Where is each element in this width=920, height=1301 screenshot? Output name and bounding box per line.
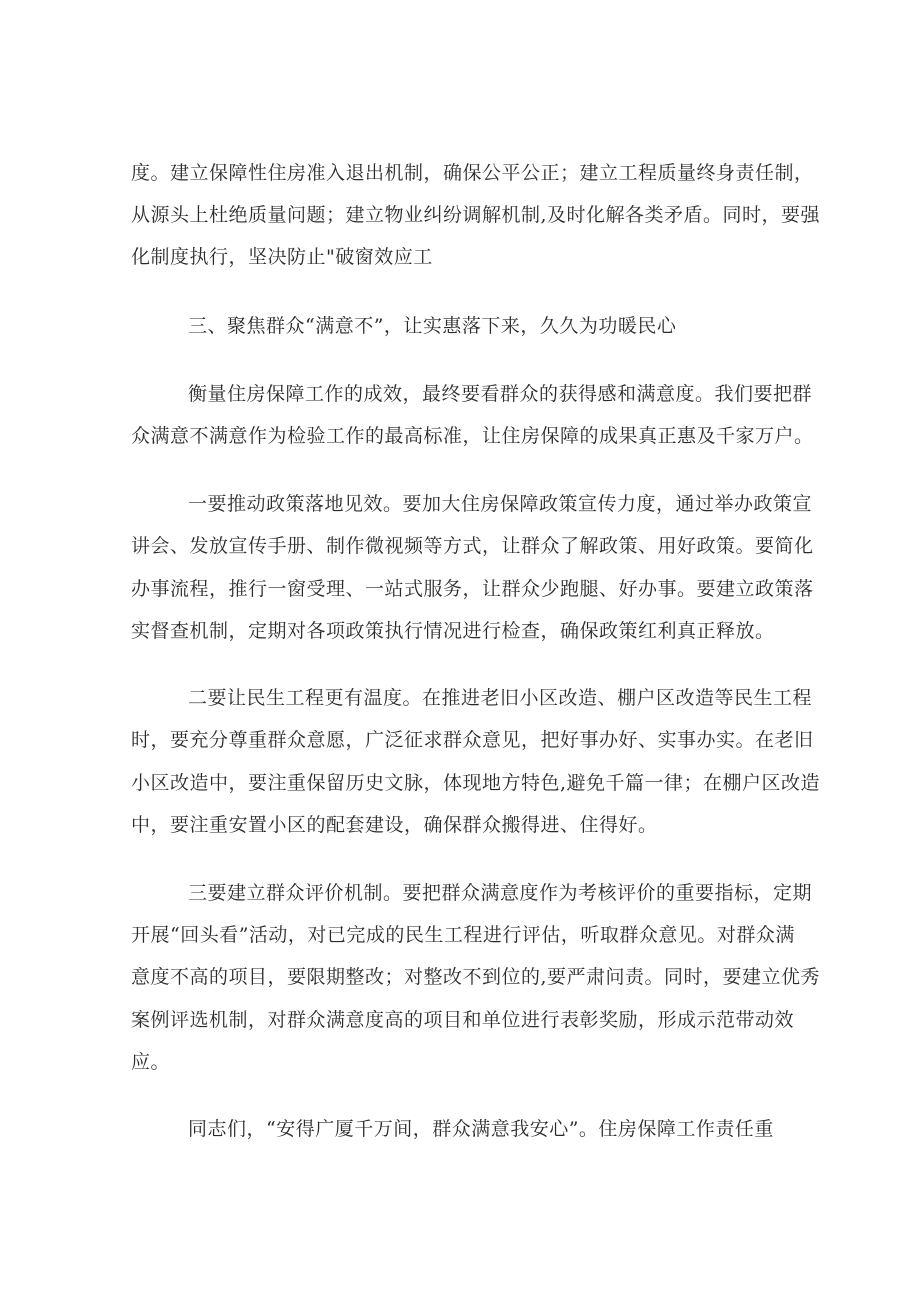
section-heading: 三、聚焦群众“满意不”，让实惠落下来，久久为功暖民心	[188, 315, 677, 337]
text-line: 从源头上杜绝质量问题；建立物业纠纷调解机制,及时化解各类矛盾。同时，要强	[131, 204, 821, 226]
text-line: 讲会、发放宣传手册、制作微视频等方式，让群众了解政策、用好政策。要简化	[131, 535, 814, 557]
text-line: 时，要充分尊重群众意愿，广泛征求群众意见，把好事办好、实事办实。在老旧	[131, 729, 814, 751]
text-line: 办事流程，推行一窗受理、一站式服务，让群众少跑腿、好办事。要建立政策落	[131, 578, 814, 600]
text-line: 衡量住房保障工作的成效，最终要看群众的获得感和满意度。我们要把群	[188, 383, 813, 405]
text-line: 小区改造中，要注重保留历史文脉，体现地方特色,避免千篇一律；在棚户区改造	[131, 772, 821, 794]
text-line: 二要让民生工程更有温度。在推进老旧小区改造、棚户区改造等民生工程	[188, 687, 813, 709]
text-line: 实督查机制，定期对各项政策执行情况进行检查，确保政策红利真正释放。	[131, 620, 775, 642]
text-line: 众满意不满意作为检验工作的最高标准，让住房保障的成果真正惠及千家万户。	[131, 425, 814, 447]
text-line: 一要推动政策落地见效。要加大住房保障政策宣传力度，通过举办政策宣	[188, 493, 813, 515]
text-line: 应。	[131, 1051, 171, 1073]
text-line: 意度不高的项目，要限期整改；对整改不到位的,要严肃问责。同时，要建立优秀	[131, 966, 821, 988]
text-line: 三要建立群众评价机制。要把群众满意度作为考核评价的重要指标，定期	[188, 882, 813, 904]
text-line: 化制度执行，坚决防止"破窗效应工	[131, 246, 433, 268]
text-line: 同志们，“安得广厦千万间，群众满意我安心”。住房保障工作责任重	[188, 1118, 774, 1140]
text-line: 开展“回头看”活动，对已完成的民生工程进行评估，听取群众意见。对群众满	[131, 924, 795, 946]
text-line: 中，要注重安置小区的配套建设，确保群众搬得进、住得好。	[131, 814, 658, 836]
text-line: 度。建立保障性住房准入退出机制，确保公平公正；建立工程质量终身责任制，	[131, 162, 814, 184]
text-line: 案例评选机制，对群众满意度高的项目和单位进行表彰奖励，形成示范带动效	[131, 1009, 795, 1031]
